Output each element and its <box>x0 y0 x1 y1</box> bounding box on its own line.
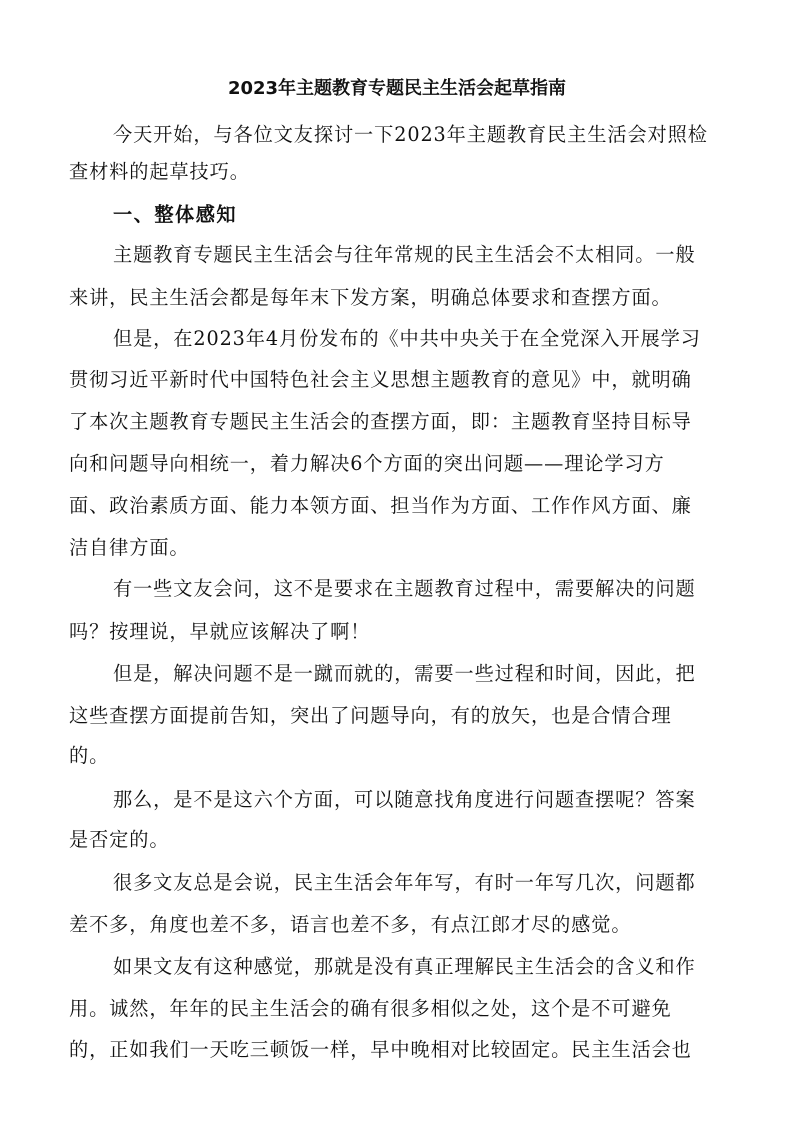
paragraph-line: 主题教育专题民主生活会与往年常规的民主生活会不太相同。一般 <box>113 243 696 266</box>
paragraph-line: 是否定的。 <box>69 828 170 851</box>
paragraph-line: 这些查摆方面提前告知，突出了问题导向，有的放矢，也是合情合理 <box>69 704 672 727</box>
paragraph-line: 那么，是不是这六个方面，可以随意找角度进行问题查摆呢？答案 <box>113 788 696 811</box>
paragraph-line: 洁自律方面。 <box>69 536 190 559</box>
paragraph-line: 吗？按理说，早就应该解决了啊！ <box>69 620 371 643</box>
paragraph-line: 的，正如我们一天吃三顿饭一样，早中晚相对比较固定。民主生活会也 <box>69 1038 692 1061</box>
paragraph-line: 如果文友有这种感觉，那就是没有真正理解民主生活会的含义和作 <box>113 955 696 978</box>
paragraph-line: 向和问题导向相统一，着力解决6个方面的突出问题——理论学习方 <box>69 452 665 475</box>
paragraph-line: 差不多，角度也差不多，语言也差不多，有点江郎才尽的感觉。 <box>69 913 632 936</box>
document-title: 2023年主题教育专题民主生活会起草指南 <box>227 78 567 99</box>
paragraph-line: 面、政治素质方面、能力本领方面、担当作为方面、工作作风方面、廉 <box>69 494 692 517</box>
paragraph-line: 有一些文友会问，这不是要求在主题教育过程中，需要解决的问题 <box>113 577 696 600</box>
paragraph-line: 但是，在2023年4月份发布的《中共中央关于在全党深入开展学习 <box>113 327 701 350</box>
paragraph-line: 贯彻习近平新时代中国特色社会主义思想主题教育的意见》中，就明确 <box>69 368 692 391</box>
paragraph-line: 但是，解决问题不是一蹴而就的，需要一些过程和时间，因此，把 <box>113 662 696 685</box>
paragraph-line: 来讲，民主生活会都是每年末下发方案，明确总体要求和查摆方面。 <box>69 286 672 309</box>
paragraph-line: 很多文友总是会说，民主生活会年年写，有时一年写几次，问题都 <box>113 871 696 894</box>
paragraph-line: 查材料的起草技巧。 <box>69 160 250 183</box>
paragraph-line: 的。 <box>69 744 110 767</box>
paragraph-line: 今天开始，与各位文友探讨一下2023年主题教育民主生活会对照检 <box>113 123 708 146</box>
paragraph-line: 了本次主题教育专题民主生活会的查摆方面，即：主题教育坚持目标导 <box>69 410 692 433</box>
paragraph-line: 用。诚然，年年的民主生活会的确有很多相似之处，这个是不可避免 <box>69 997 672 1020</box>
section-heading: 一、整体感知 <box>113 203 238 226</box>
